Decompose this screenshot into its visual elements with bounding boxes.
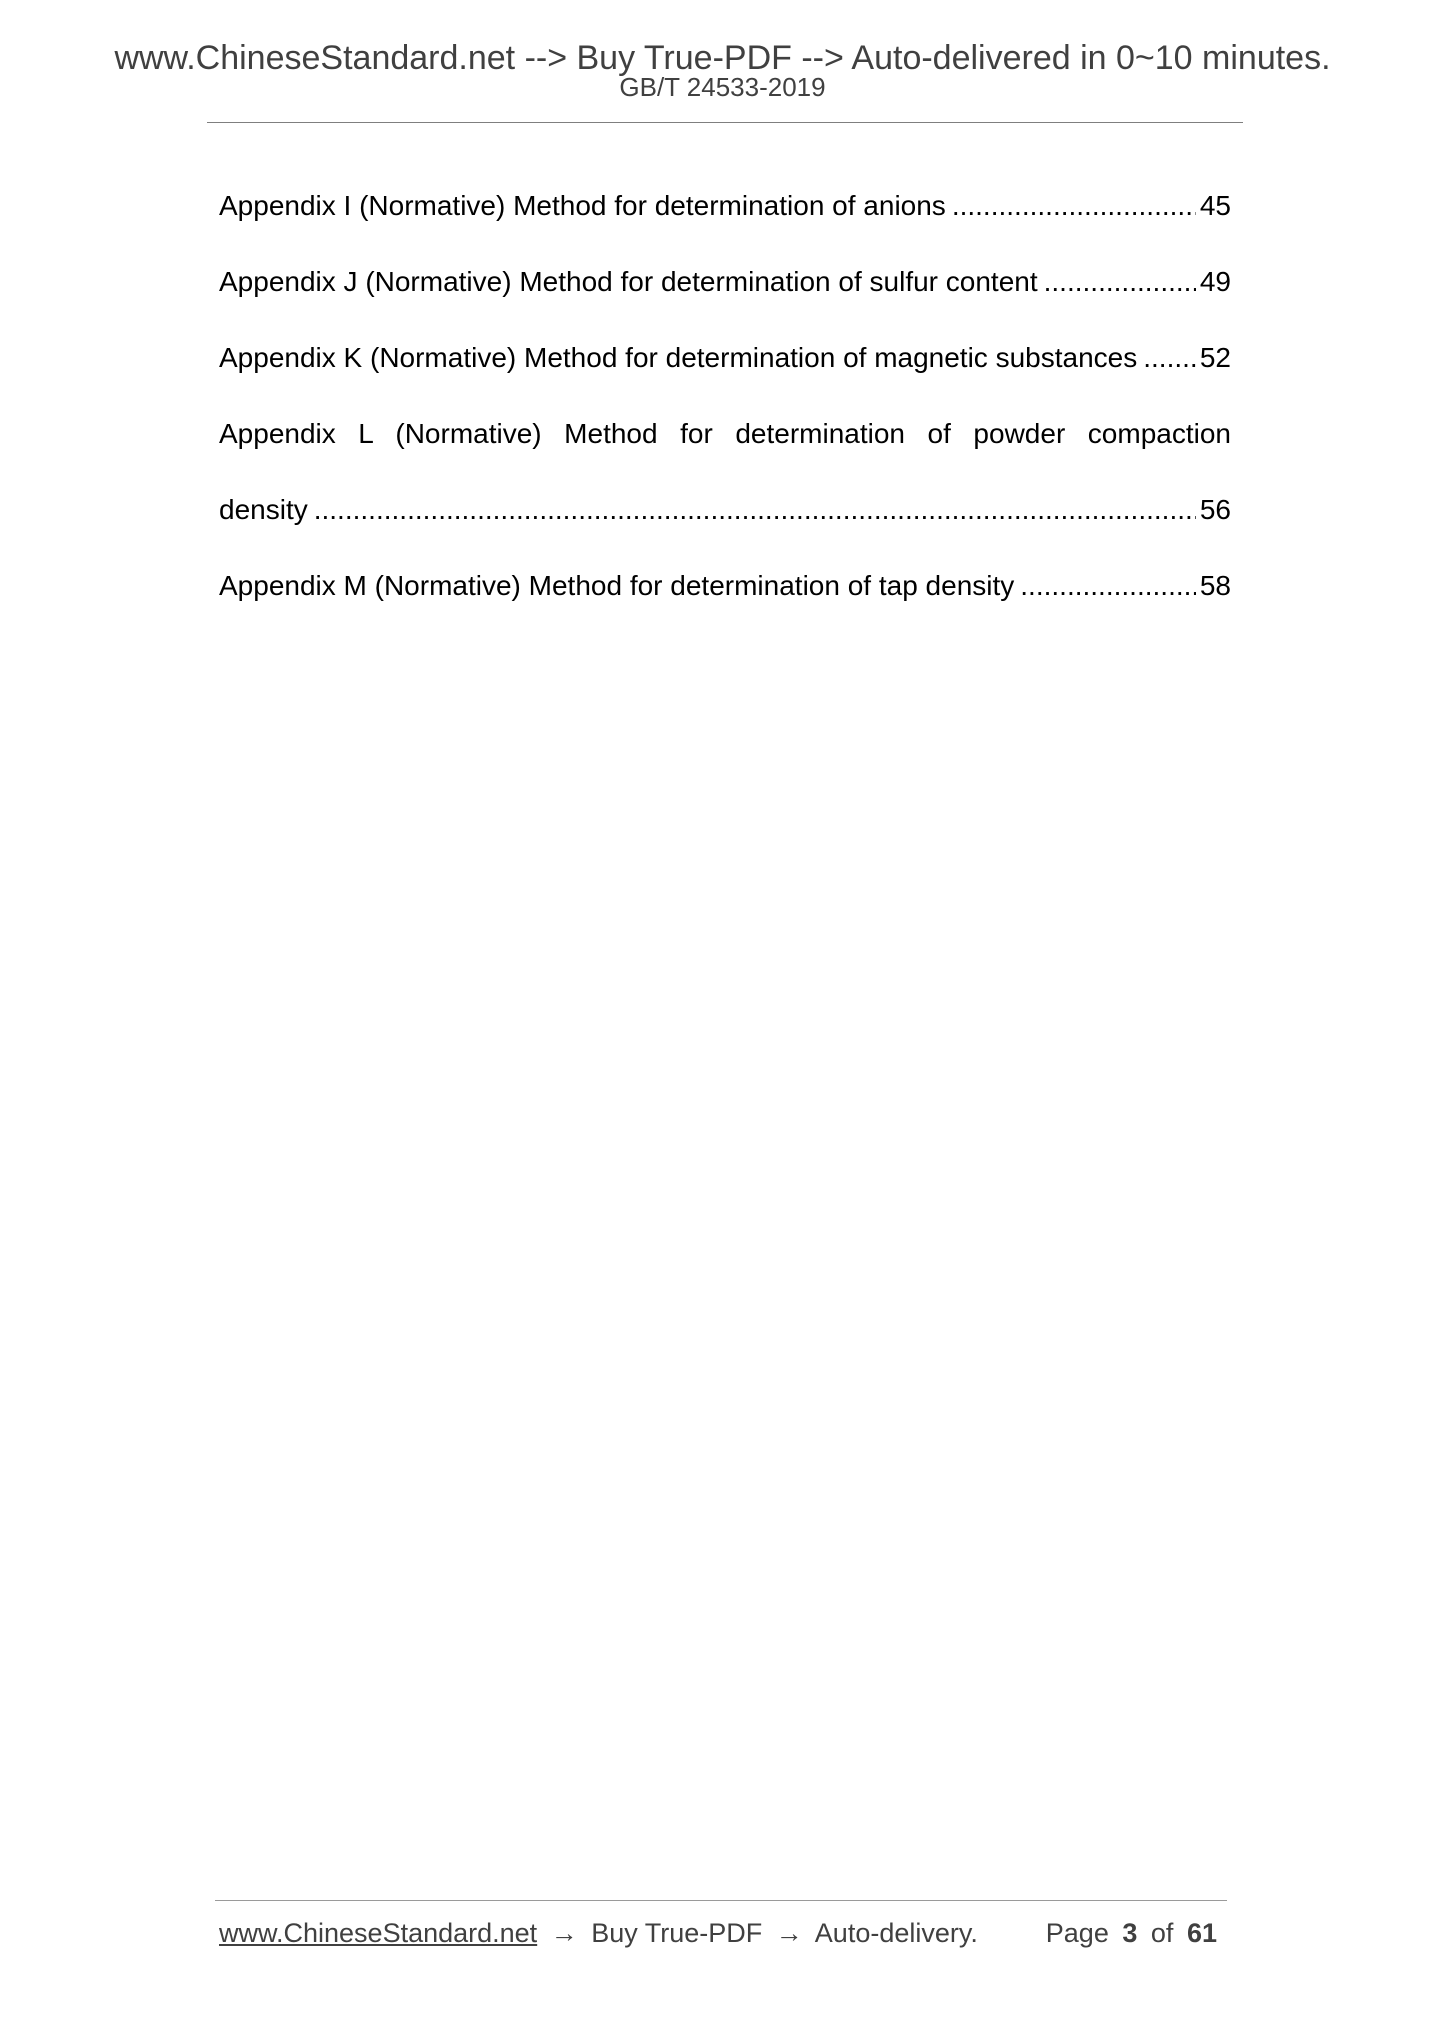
toc-entry-page: 52 — [1199, 342, 1231, 373]
toc-entry-appendix-m[interactable] — [219, 548, 1231, 624]
toc-entry-title: Appendix M (Normative) Method for determination of tap density — [219, 570, 1015, 601]
toc-dot-leader — [1044, 244, 1196, 320]
table-of-contents — [219, 168, 1231, 624]
toc-entry-page: 49 — [1199, 266, 1231, 297]
site-link[interactable]: www.ChineseStandard.net — [219, 1918, 538, 1948]
toc-entry-appendix-l-line2[interactable] — [219, 472, 1231, 548]
toc-dot-leader — [314, 472, 1196, 548]
header-divider — [207, 122, 1243, 123]
site-banner: www.ChineseStandard.net --> Buy True-PDF --> Auto-delivered in 0~10 minutes. — [114, 39, 1331, 77]
toc-entry-title: Appendix J (Normative) Method for determination of sulfur content — [219, 266, 1038, 297]
toc-entry-page: 58 — [1199, 570, 1231, 601]
page-indicator — [1046, 1916, 1223, 1950]
toc-entry-appendix-k[interactable] — [219, 320, 1231, 396]
toc-dot-leader — [952, 168, 1196, 244]
toc-dot-leader — [1143, 320, 1196, 396]
total-pages: 61 — [1186, 1918, 1217, 1948]
toc-entry-title: Appendix I (Normative) Method for determination of anions — [219, 190, 946, 221]
auto-delivery-text: Auto-delivery. — [814, 1918, 978, 1948]
toc-entry-appendix-i[interactable] — [219, 168, 1231, 244]
toc-entry-page: 45 — [1199, 190, 1231, 221]
toc-dot-leader — [1020, 548, 1196, 624]
toc-entry-appendix-j[interactable] — [219, 244, 1231, 320]
of-label: of — [1150, 1918, 1174, 1948]
standard-code: GB/T 24533-2019 — [619, 72, 826, 102]
arrow-right-icon: → — [775, 1918, 803, 1948]
page-label: Page — [1045, 1918, 1109, 1948]
toc-entry-appendix-l-line1[interactable] — [219, 396, 1231, 472]
current-page-number: 3 — [1122, 1918, 1138, 1948]
page-footer — [219, 1916, 1223, 1950]
footer-divider — [215, 1900, 1227, 1901]
toc-entry-title: Appendix K (Normative) Method for determination of magnetic substances — [219, 342, 1138, 373]
buy-true-pdf-text: Buy True-PDF — [591, 1918, 763, 1948]
arrow-right-icon: → — [550, 1918, 578, 1948]
toc-entry-title: Appendix L (Normative) Method for determination of powder compaction — [219, 418, 1231, 449]
toc-entry-page: 56 — [1199, 494, 1231, 525]
toc-entry-title-continued: density — [219, 494, 308, 525]
